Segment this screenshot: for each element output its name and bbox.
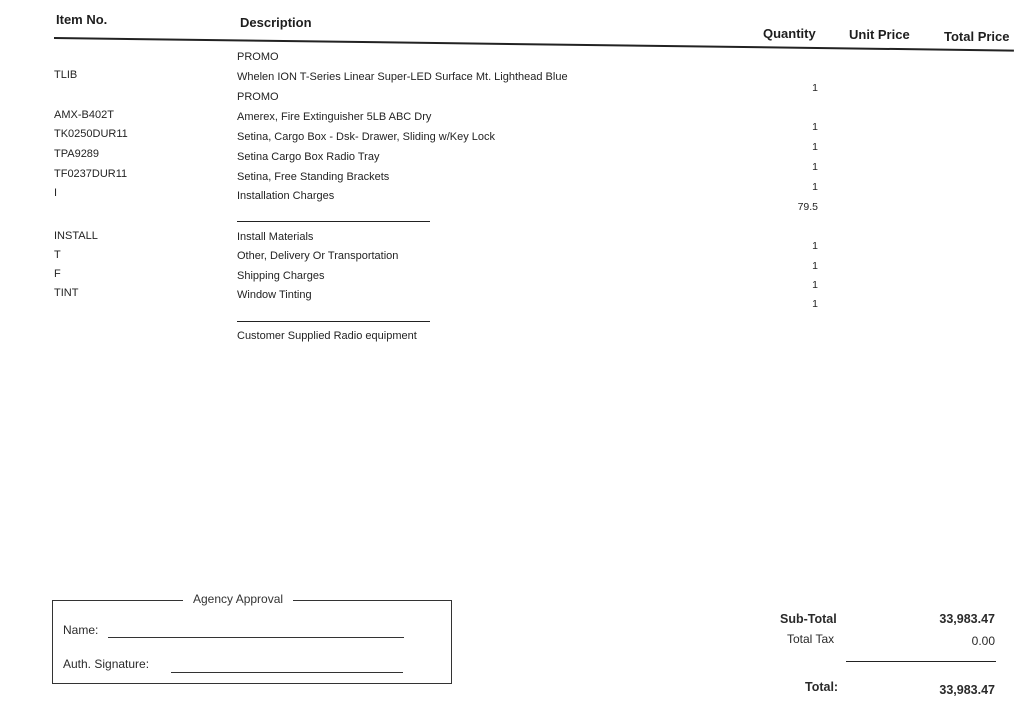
total-label: Total: [805, 680, 839, 694]
quantity-value: 1 [812, 121, 818, 133]
quantity-value: 1 [812, 260, 818, 272]
item-number: TINT [54, 287, 79, 299]
signature-label: Auth. Signature: [63, 657, 150, 671]
item-number: I [54, 187, 58, 199]
tax-label: Total Tax [787, 632, 835, 646]
section-divider [237, 221, 430, 222]
description-line: PROMO [237, 51, 279, 63]
name-label: Name: [63, 623, 99, 637]
description-line: PROMO [237, 91, 279, 103]
header-quantity: Quantity [763, 26, 816, 41]
description-line: Other, Delivery Or Transportation [237, 250, 399, 262]
description-line: Amerex, Fire Extinguisher 5LB ABC Dry [237, 111, 432, 123]
tax-value: 0.00 [971, 634, 995, 648]
quantity-value: 1 [812, 240, 818, 252]
item-number: F [54, 268, 61, 280]
quantity-value: 1 [812, 141, 818, 153]
item-number: TLIB [54, 69, 78, 81]
quantity-value: 1 [812, 279, 818, 291]
quantity-value: 1 [812, 82, 818, 94]
header-description: Description [240, 15, 312, 30]
item-number: INSTALL [54, 230, 98, 242]
header-item-no: Item No. [56, 12, 108, 27]
header-total-price: Total Price [944, 29, 1010, 44]
description-line: Window Tinting [237, 289, 312, 301]
description-line: Setina Cargo Box Radio Tray [237, 151, 380, 163]
description-line: Installation Charges [237, 190, 335, 202]
subtotal-label: Sub-Total [780, 612, 837, 626]
item-number: TK0250DUR11 [54, 128, 128, 140]
description-line: Setina, Cargo Box - Dsk- Drawer, Sliding w/Key Lock [237, 131, 495, 143]
signature-field[interactable] [171, 672, 403, 673]
name-field[interactable] [108, 637, 404, 638]
subtotal-value: 33,983.47 [939, 612, 995, 626]
quantity-value: 1 [812, 181, 818, 193]
quantity-value: 1 [812, 298, 818, 310]
item-number: TPA9289 [54, 148, 100, 160]
agency-approval-box [52, 592, 452, 684]
item-number: AMX-B402T [54, 109, 114, 121]
quantity-value: 79.5 [797, 201, 818, 213]
description-line: Whelen ION T-Series Linear Super-LED Surface Mt. Lighthead Blue [237, 71, 568, 83]
totals-divider [846, 661, 996, 662]
description-line: Setina, Free Standing Brackets [237, 171, 390, 183]
quantity-value: 1 [812, 161, 818, 173]
header-unit-price: Unit Price [849, 27, 910, 42]
item-number: TF0237DUR11 [54, 168, 128, 180]
description-line: Shipping Charges [237, 270, 325, 282]
item-number: T [54, 249, 61, 261]
description-line: Customer Supplied Radio equipment [237, 330, 417, 342]
total-value: 33,983.47 [939, 683, 995, 697]
description-line: Install Materials [237, 231, 314, 243]
agency-approval-legend: Agency Approval [183, 592, 293, 606]
section-divider [237, 321, 430, 322]
